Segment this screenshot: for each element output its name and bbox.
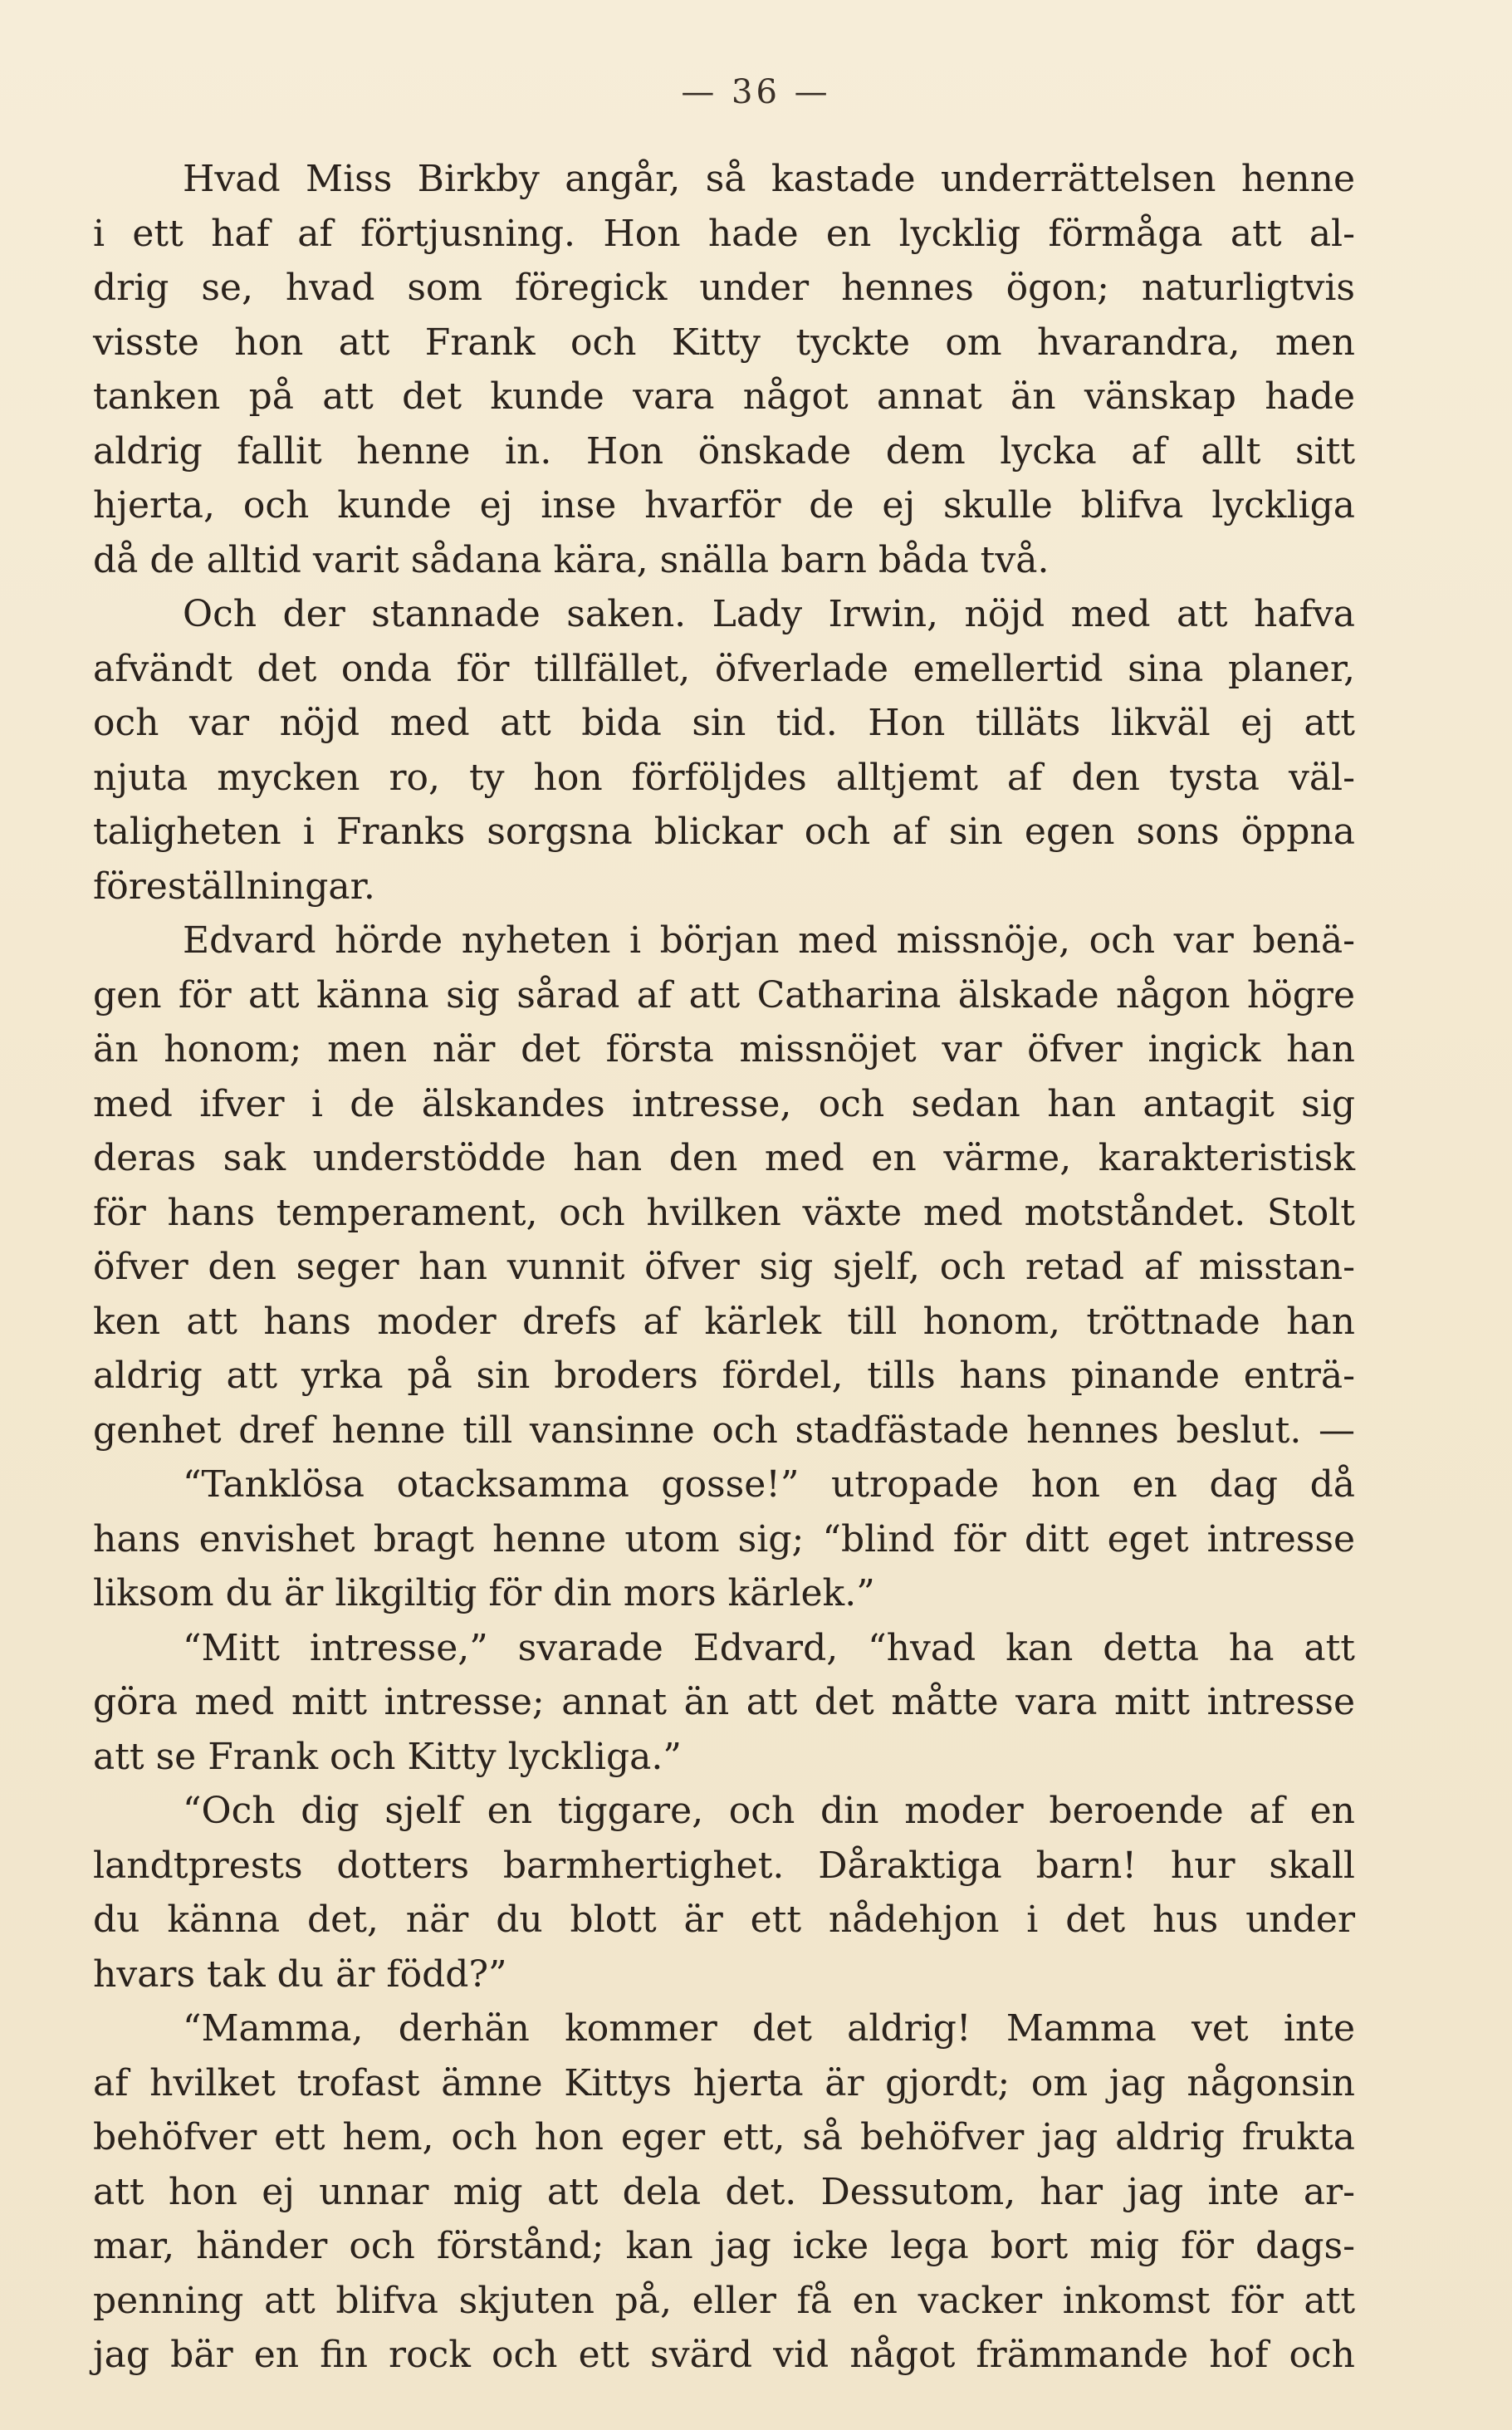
text-line: liksom du är likgiltig för din mors kärlek.” (93, 1572, 875, 1614)
text-line: än honom; men när det första missnöjet var öfver ingick han (93, 1028, 1355, 1070)
text-line: afvändt det onda för tillfället, öfverlade emellertid sina planer, (93, 647, 1355, 690)
text-line: hvars tak du är född?” (93, 1952, 507, 1996)
text-line: och var nöjd med att bida sin tid. Hon tilläts likväl ej att (93, 702, 1355, 744)
text-line: Och der stannade saken. Lady Irwin, nöjd med att hafva (183, 593, 1355, 635)
text-line: mar, händer och förstånd; kan jag icke lega bort mig för dags- (93, 2225, 1355, 2267)
text-line: drig se, hvad som föregick under hennes ögon; naturligtvis (93, 267, 1355, 309)
text-line: ken att hans moder drefs af kärlek till honom, tröttnade han (93, 1300, 1355, 1343)
text-line: jag bär en fin rock och ett svärd vid något främmande hof och (93, 2334, 1355, 2376)
text-line: hans envishet bragt henne utom sig; “blind för ditt eget intresse (93, 1517, 1355, 1560)
text-line: du känna det, när du blott är ett nådehjon i det hus under (93, 1898, 1355, 1941)
text-line: hjerta, och kunde ej inse hvarför de ej skulle blifva lyckliga (93, 484, 1355, 527)
text-line: “Mamma, derhän kommer det aldrig! Mamma vet inte (183, 2007, 1355, 2050)
text-line: af hvilket trofast ämne Kittys hjerta är gjordt; om jag någonsin (93, 2061, 1355, 2104)
text-line: aldrig att yrka på sin broders fördel, tills hans pinande enträ- (93, 1355, 1355, 1397)
text-line: landtprests dotters barmhertighet. Dåraktiga barn! hur skall (93, 1844, 1355, 1887)
text-line: föreställningar. (93, 865, 375, 908)
text-line: öfver den seger han vunnit öfver sig sjelf, och retad af misstan- (93, 1246, 1355, 1288)
text-line: “Tanklösa otacksamma gosse!” utropade hon en dag då (183, 1463, 1355, 1506)
text-line: i ett haf af förtjusning. Hon hade en lycklig förmåga att al- (93, 212, 1355, 255)
text-line: tanken på att det kunde vara något annat än vänskap hade (93, 375, 1355, 418)
text-line: njuta mycken ro, ty hon förföljdes alltjemt af den tysta väl- (93, 756, 1355, 799)
page-number-header: — 36 — (681, 73, 831, 111)
text-line: gen för att känna sig sårad af att Catharina älskade någon högre (93, 973, 1355, 1017)
text-line: Edvard hörde nyheten i början med missnöje, och var benä- (183, 919, 1355, 962)
text-line: göra med mitt intresse; annat än att det måtte vara mitt intresse (93, 1681, 1355, 1723)
text-line: deras sak understödde han den med en värme, karakteristisk (93, 1137, 1355, 1179)
text-line: penning att blifva skjuten på, eller få en vacker inkomst för att (93, 2279, 1355, 2322)
text-line: med ifver i de älskandes intresse, och sedan han antagit sig (93, 1082, 1355, 1125)
text-line: “Mitt intresse,” svarade Edvard, “hvad kan detta ha att (183, 1626, 1355, 1669)
text-line: för hans temperament, och hvilken växte med motståndet. Stolt (93, 1191, 1355, 1234)
text-line: visste hon att Frank och Kitty tyckte om hvarandra, men (93, 321, 1355, 364)
text-line: Hvad Miss Birkby angår, så kastade underrättelsen henne (183, 158, 1355, 200)
body-text (93, 152, 1355, 2383)
text-line: då de alltid varit sådana kära, snälla barn båda två. (93, 538, 1050, 581)
text-line: genhet dref henne till vansinne och stadfästade hennes beslut. — (93, 1409, 1355, 1452)
text-line: aldrig fallit henne in. Hon önskade dem lycka af allt sitt (93, 429, 1355, 473)
text-line: behöfver ett hem, och hon eger ett, så behöfver jag aldrig frukta (93, 2116, 1355, 2158)
text-line: att se Frank och Kitty lyckliga.” (93, 1735, 682, 1778)
text-line: “Och dig sjelf en tiggare, och din moder beroende af en (183, 1790, 1355, 1832)
text-line: taligheten i Franks sorgsna blickar och af sin egen sons öppna (93, 811, 1355, 853)
text-line: att hon ej unnar mig att dela det. Dessutom, har jag inte ar- (93, 2170, 1355, 2213)
